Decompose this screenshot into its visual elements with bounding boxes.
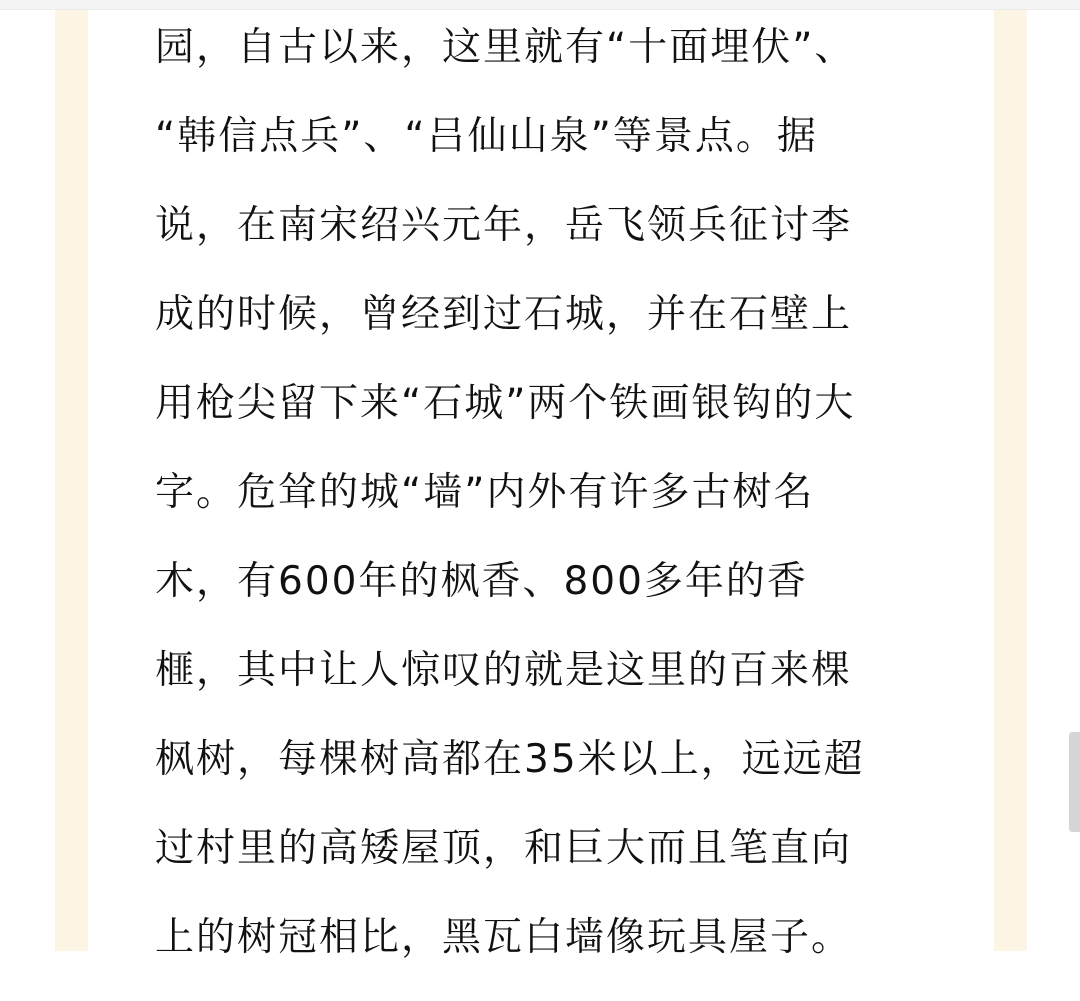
paragraph-line: 字。危耸的城“墙”内外有许多古树名 — [155, 470, 815, 515]
paragraph-line: 用枪尖留下来“石城”两个铁画银钩的大 — [155, 381, 856, 426]
top-divider — [0, 0, 1080, 10]
paragraph-line: 过村里的高矮屋顶，和巨大而且笔直向 — [155, 826, 853, 871]
article-body — [155, 22, 945, 1001]
left-margin-panel — [55, 10, 88, 951]
paragraph-line: 榧，其中让人惊叹的就是这里的百来棵 — [155, 648, 853, 693]
paragraph-line: 说，在南宋绍兴元年，岳飞领兵征讨李 — [155, 203, 853, 248]
paragraph-line: 上的树冠相比，黑瓦白墙像玩具屋子。 — [155, 915, 853, 960]
scrollbar-handle[interactable] — [1069, 732, 1080, 832]
paragraph-line: 成的时候，曾经到过石城，并在石壁上 — [155, 292, 853, 337]
right-margin-panel — [994, 10, 1027, 951]
paragraph-line: “韩信点兵”、“吕仙山泉”等景点。据 — [155, 114, 818, 159]
paragraph-line: 园，自古以来，这里就有“十面埋伏”、 — [155, 25, 856, 70]
paragraph-line: 枫树，每棵树高都在35米以上，远远超 — [155, 737, 865, 782]
paragraph-line: 木，有600年的枫香、800多年的香 — [155, 559, 808, 604]
